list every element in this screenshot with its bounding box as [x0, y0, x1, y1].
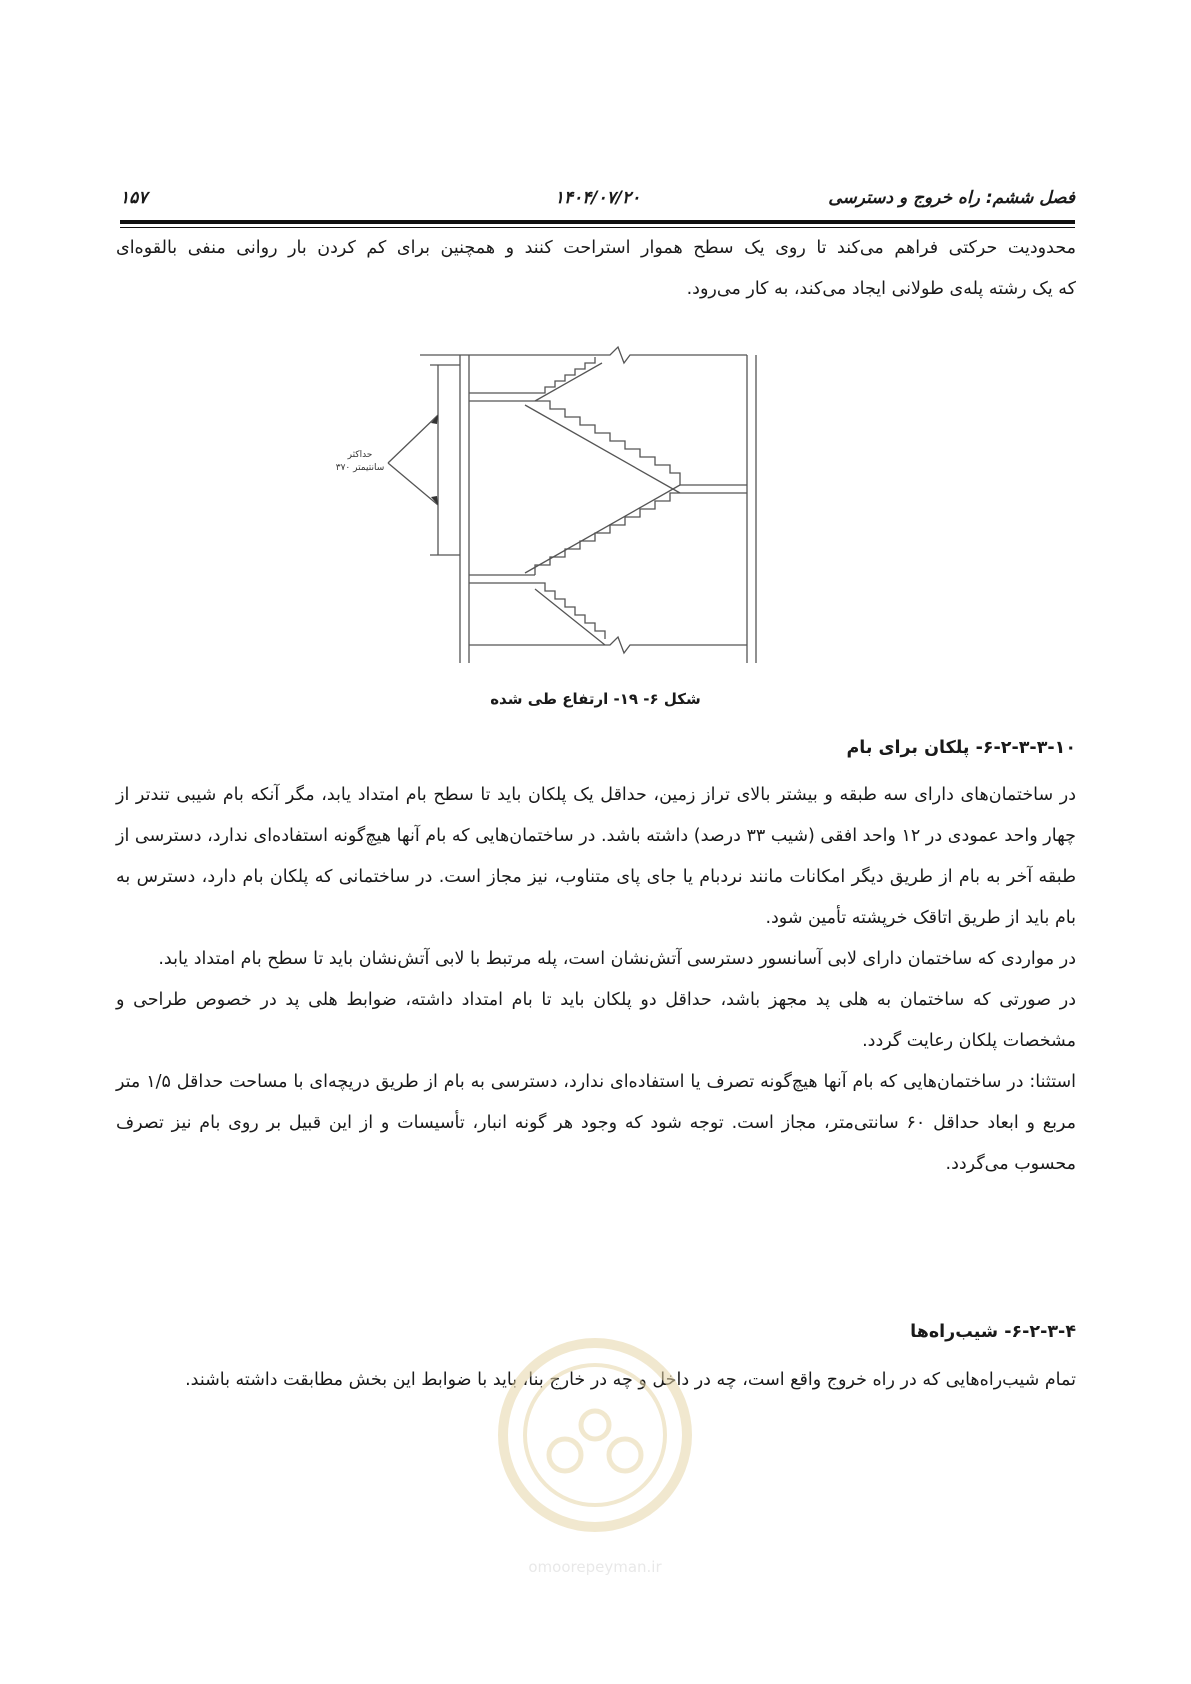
section1-paragraph-2: در مواردی که ساختمان دارای لابی آسانسور دسترسی آتش‌نشان است، پله مرتبط با لابی آتش‌نشان باید تا سطح بام امتداد یابد. [158, 949, 1076, 969]
section1-body [116, 775, 1076, 1185]
stair-section-figure [320, 345, 860, 663]
section1-paragraph-3: در صورتی که ساختمان به هلی پد مجهز باشد، حداقل دو پلکان باید تا بام امتداد داشته، ضوابط هلی پد در خصوص طراحی و مشخصات پلکان رعایت گردد. [116, 990, 1076, 1051]
section-heading-roof-stair: ۶-۲-۳-۳-۱۰- پلکان برای بام [846, 738, 1076, 758]
intro-line-2: که یک رشته پله‌ی طولانی ایجاد می‌کند، به کار می‌رود. [686, 279, 1076, 299]
figure-caption: شکل ۶- ۱۹- ارتفاع طی شده [490, 690, 701, 708]
watermark-site: omoorepeyman.ir [528, 1558, 662, 1576]
watermark-seal [490, 1330, 700, 1580]
section1-paragraph-1: در ساختمان‌های دارای سه طبقه و بیشتر بالای تراز زمین، حداقل یک پلکان باید تا سطح بام امتداد یابد، مگر آنکه بام شیبی تندتر از چهار واحد عمودی در ۱۲ واحد افقی (شیب ۳۳ درصد) داشته باشد. در ساختمان‌هایی که بام آنها هیچ‌گونه استفاده‌ای ندارد، دسترسی از طبقه آخر به بام از طریق دیگر امکانات مانند نردبام یا جای پای متناوب، نیز مجاز است. در ساختمانی که پلکان بام دارد، دسترس به بام باید از طریق اتاقک خرپشته تأمین شود. [116, 785, 1076, 928]
section-heading-ramps: ۶-۲-۳-۴- شیب‌راه‌ها [910, 1322, 1076, 1342]
page-number: ۱۵۷ [120, 188, 148, 208]
header-date: ۱۴۰۴/۰۷/۲۰ [554, 188, 641, 208]
dimension-label-line-1: حداکثر [347, 450, 373, 460]
intro-paragraph [116, 228, 1076, 310]
page-header [120, 178, 1075, 218]
dimension-label-line-2: ۳۷۰ سانتیمتر [335, 463, 385, 473]
intro-line-1: محدودیت حرکتی فراهم می‌کند تا روی یک سطح هموار استراحت کنند و همچنین برای کم کردن بار روانی منفی بالقوه‌ای [116, 238, 1076, 258]
chapter-title: فصل ششم: راه خروج و دسترسی [828, 188, 1075, 208]
section1-paragraph-4: استثنا: در ساختمان‌هایی که بام آنها هیچ‌گونه تصرف یا استفاده‌ای ندارد، دسترسی به بام از طریق دریچه‌ای با مساحت حداقل ۱/۵ متر مربع و ابعاد حداقل ۶۰ سانتی‌متر، مجاز است. توجه شود که وجود هر گونه انبار، تأسیسات و از این قبیل بر روی بام نیز تصرف محسوب می‌گردد. [116, 1072, 1076, 1174]
header-rule-thick [120, 220, 1075, 224]
section2-paragraph-1: تمام شیب‌راه‌هایی که در راه خروج واقع است، چه در داخل و چه در خارج بنا، باید با ضوابط این بخش مطابقت داشته باشند. [185, 1370, 1076, 1390]
